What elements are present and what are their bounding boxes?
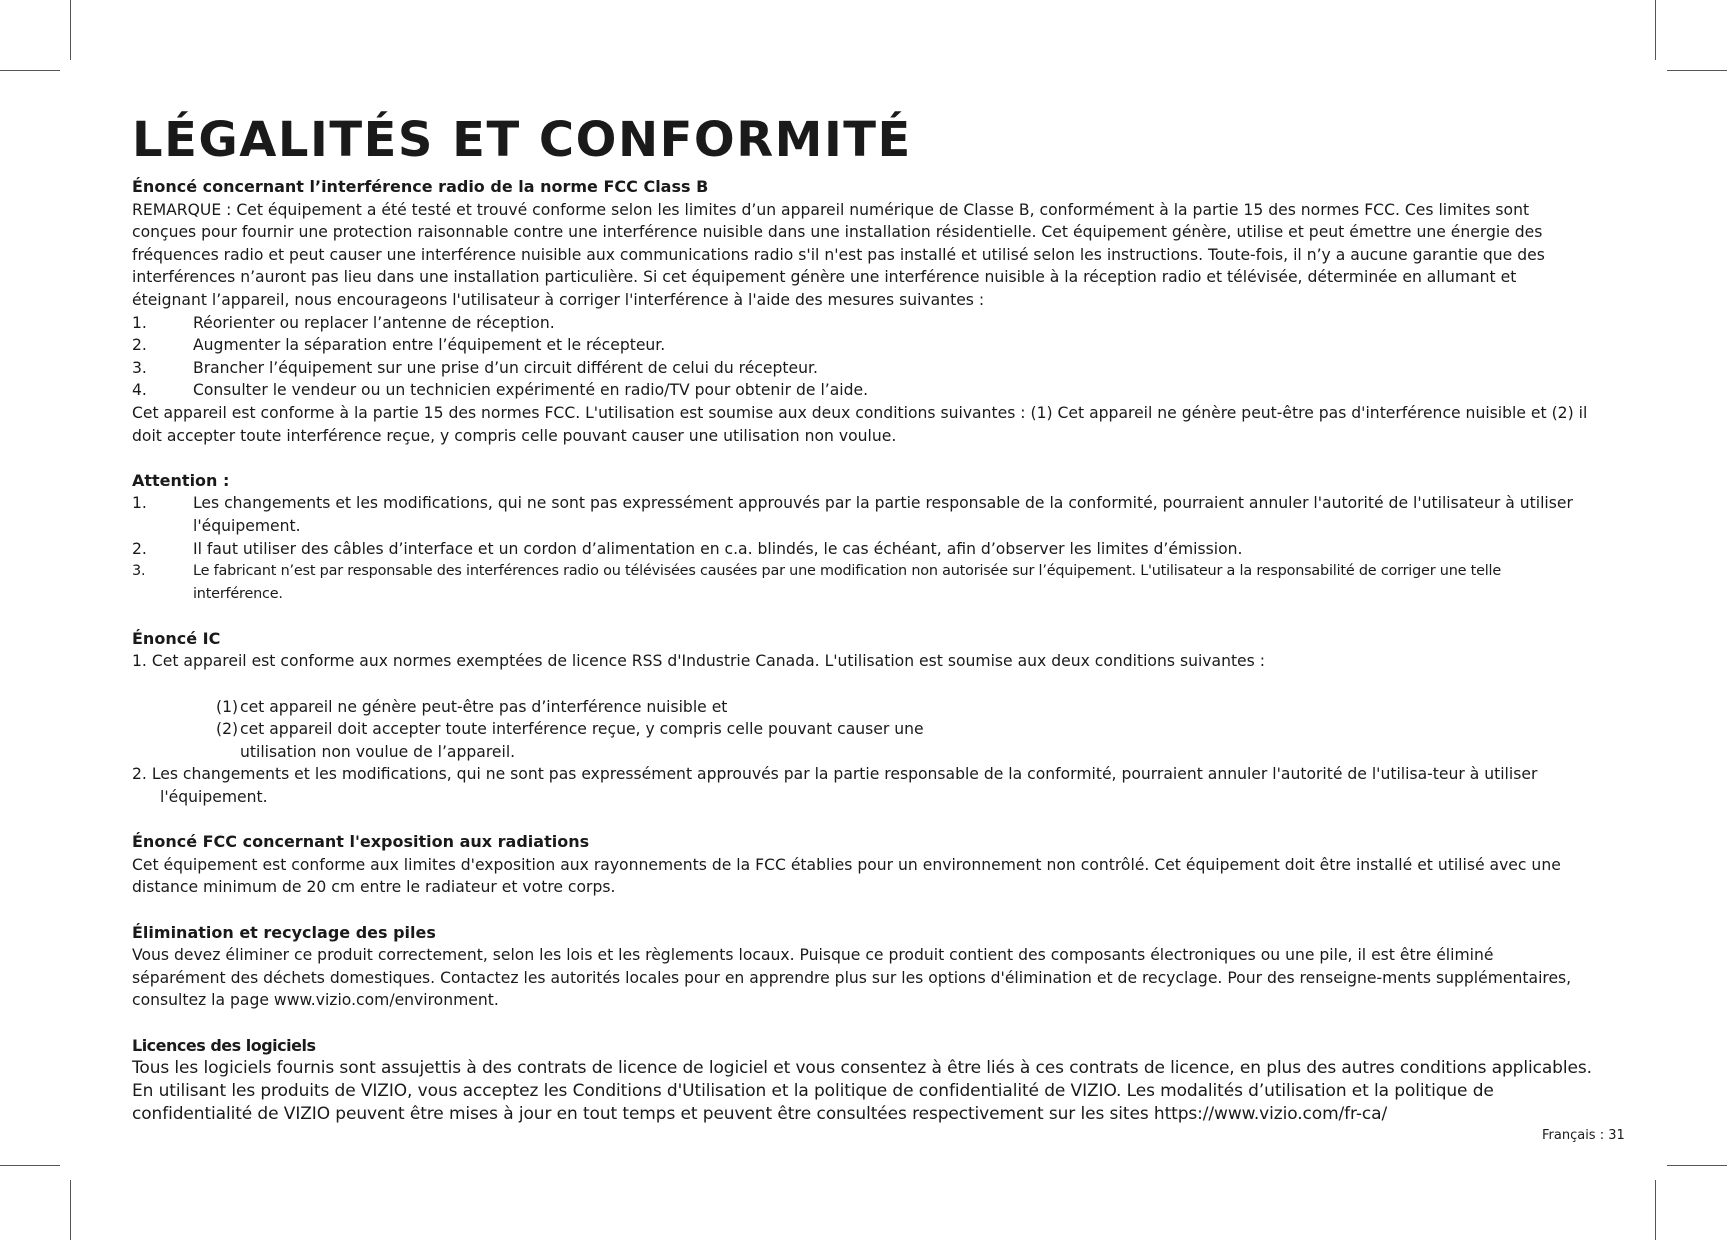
crop-mark	[1667, 70, 1727, 71]
list-item: (1) cet appareil ne génère peut-être pas d’interférence nuisible et	[216, 697, 728, 716]
crop-mark	[1667, 1165, 1727, 1166]
list-item: 3. Le fabricant n’est par responsable des interférences radio ou télévisées causées par une modification non autorisée sur l’équipement. L'utilisateur a la responsabilité de corriger une telle interférence.	[132, 563, 1502, 602]
fcc-body: REMARQUE : Cet équipement a été testé et trouvé conforme selon les limites d’un appareil numérique de Classe B, conformément à la partie 15 des normes FCC. Ces limites sont conçues pour fournir une protection raisonnable contre une interférence nuisible dans une installation résidentielle. Cet équipement génère, utilise et peut émettre une énergie des fréquences radio et peut causer une interférence nuisible aux communications radio s'il n'est pas installé et utilisé selon les instructions. Toute-fois, il n’y a aucune garantie que des interférences n’auront pas lieu dans une installation particulière. Si cet équipement génère une interférence nuisible à la réception radio et télévisée, déterminée en allumant et éteignant l’appareil, nous encourageons l'utilisateur à corriger l'interférence à l'aide des mesures suivantes :	[132, 200, 1545, 309]
attention-heading: Attention :	[132, 470, 230, 490]
radiation-body: Cet équipement est conforme aux limites d'exposition aux rayonnements de la FCC établies pour un environnement non contrôlé. Cet équipement doit être installé et utilisé avec une distance minimum de 20 cm entre le radiateur et votre corps.	[132, 855, 1561, 897]
ic-conditions	[132, 696, 1592, 764]
software-heading: Licences des logiciels	[132, 1035, 316, 1055]
software-body: Tous les logiciels fournis sont assujettis à des contrats de licence de logiciel et vous consentez à être liés à ces contrats de licence, en plus des autres conditions applicables. En utilisant les produits de VIZIO, vous acceptez les Conditions d'Utilisation et la politique de confidentialité de VIZIO. Les modalités d’utilisation et la politique de confidentialité de VIZIO peuvent être mises à jour en tout temps et peuvent être consultées respectivement sur les sites https://www.vizio.com/fr-ca/	[132, 1058, 1592, 1125]
crop-mark	[70, 1180, 71, 1240]
document-page	[132, 112, 1592, 1126]
batteries-body: Vous devez éliminer ce produit correctement, selon les lois et les règlements locaux. Puisque ce produit contient des composants électroniques ou une pile, il est être éliminé séparément des déchets domestiques. Contactez les autorités locales pour en apprendre plus sur les options d'élimination et de recyclage. Pour des renseigne-ments supplémentaires, consultez la page www.vizio.com/environment.	[132, 946, 1572, 1010]
ic-item-1: 1. Cet appareil est conforme aux normes exemptées de licence RSS d'Industrie Canada. L'utilisation est soumise aux deux conditions suivantes :	[132, 652, 1265, 671]
list-item: 2. Augmenter la séparation entre l’équipement et le récepteur.	[132, 336, 666, 355]
fcc-list	[132, 312, 1592, 402]
page-title: LÉGALITÉS ET CONFORMITÉ	[132, 112, 912, 168]
radiation-heading: Énoncé FCC concernant l'exposition aux radiations	[132, 832, 590, 852]
fcc-footer: Cet appareil est conforme à la partie 15 des normes FCC. L'utilisation est soumise aux deux conditions suivantes : (1) Cet appareil ne génère peut-être pas d'interférence nuisible et (2) il doit accepter toute interférence reçue, y compris celle pouvant causer une utilisation non voulue.	[132, 403, 1588, 445]
crop-mark	[1655, 1180, 1656, 1240]
list-item: 4. Consulter le vendeur ou un technicien expérimenté en radio/TV pour obtenir de l’aide.	[132, 381, 869, 400]
batteries-heading: Élimination et recyclage des piles	[132, 922, 436, 942]
list-item: 3. Brancher l’équipement sur une prise d’un circuit différent de celui du récepteur.	[132, 358, 818, 377]
list-item: (2) cet appareil doit accepter toute interférence reçue, y compris celle pouvant causer une utilisation non voulue de l’appareil.	[216, 720, 924, 761]
fcc-heading: Énoncé concernant l’interférence radio de la norme FCC Class B	[132, 177, 709, 196]
list-item: 2. Il faut utiliser des câbles d’interface et un cordon d’alimentation en c.a. blindés, le cas échéant, afin d’observer les limites d’émission.	[132, 539, 1243, 558]
crop-mark	[0, 70, 60, 71]
ic-item-2: 2. Les changements et les modifications, qui ne sont pas expressément approuvés par la partie responsable de la conformité, pourraient annuler l'autorité de l'utilisa-teur à utiliser l'équipement.	[132, 765, 1538, 807]
list-item: 1. Les changements et les modifications, qui ne sont pas expressément approuvés par la partie responsable de la conformité, pourraient annuler l'autorité de l'utilisateur à utiliser l'équipement.	[132, 494, 1573, 535]
crop-mark	[1655, 0, 1656, 60]
ic-heading: Énoncé IC	[132, 628, 221, 648]
crop-mark	[0, 1165, 60, 1166]
page-number: Français : 31	[1542, 1128, 1625, 1143]
crop-mark	[70, 0, 71, 60]
attention-list	[132, 492, 1592, 605]
list-item: 1. Réorienter ou replacer l’antenne de réception.	[132, 313, 555, 332]
